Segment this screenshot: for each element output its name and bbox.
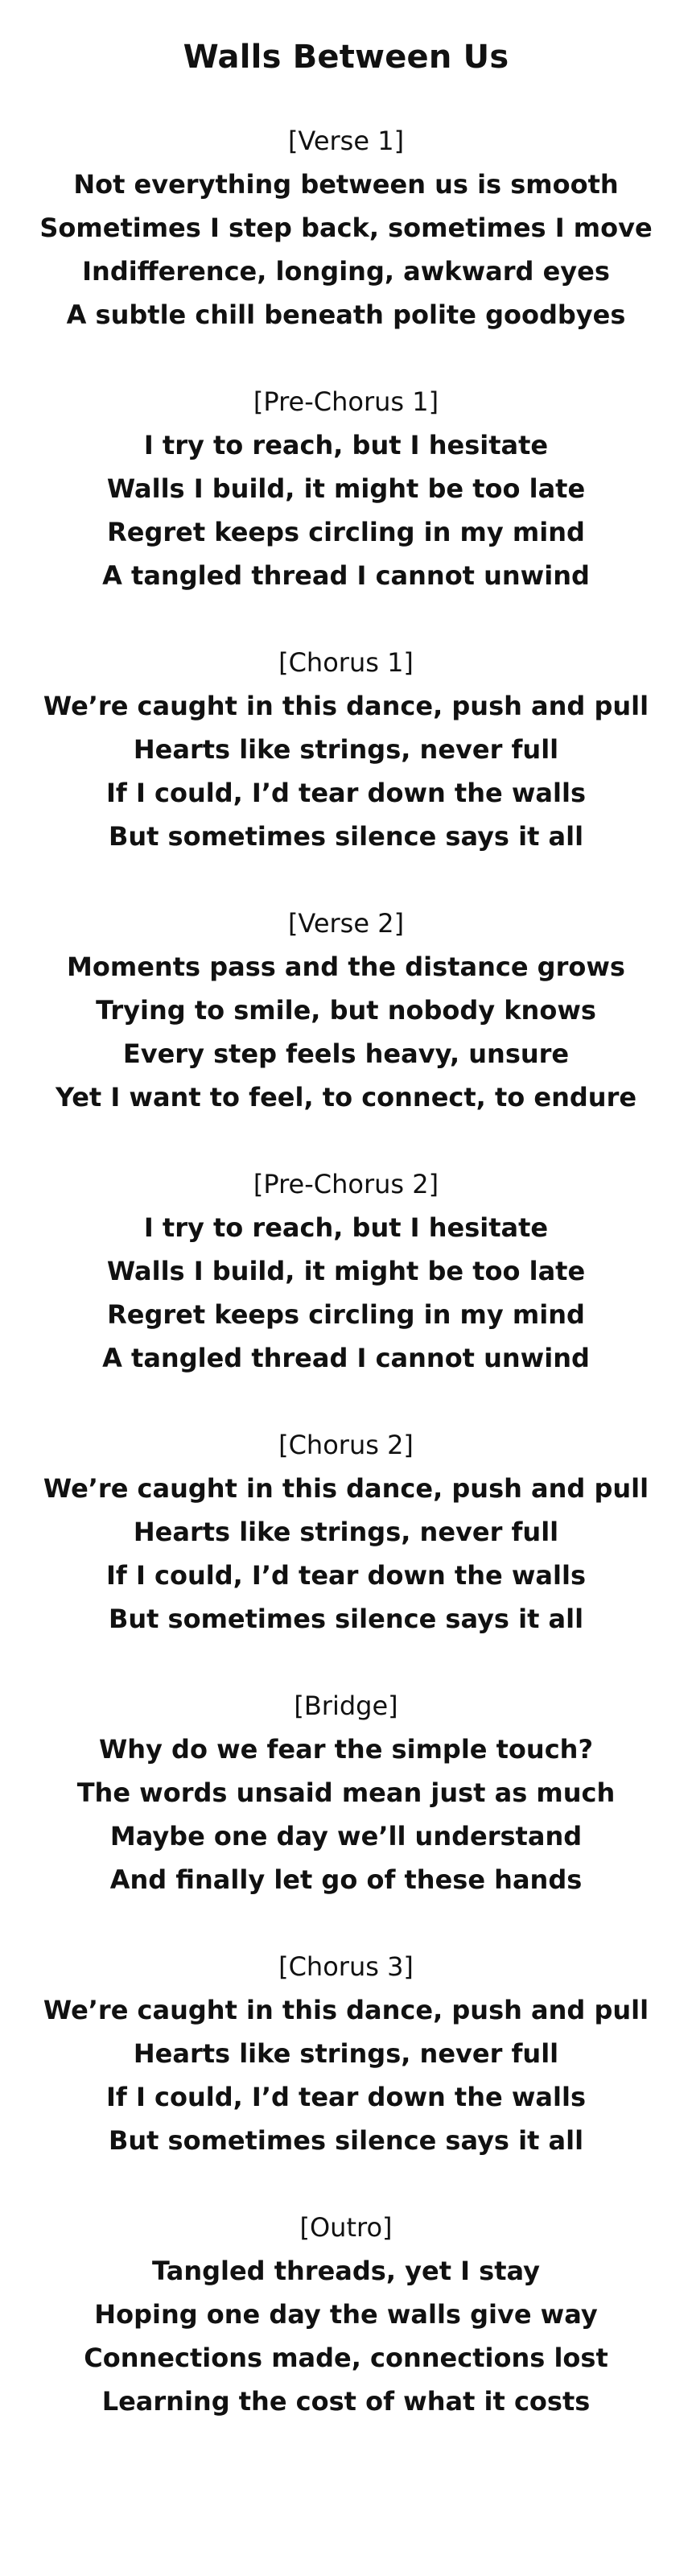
lyric-line: I try to reach, but I hesitate (143, 1212, 549, 1243)
lyric-line: Walls I build, it might be too late (106, 1256, 586, 1286)
lyric-line: Indifference, longing, awkward eyes (82, 256, 610, 287)
lyric-line: Not everything between us is smooth (73, 169, 619, 200)
song-title: Walls Between Us (183, 39, 509, 76)
lyric-line: A tangled thread I cannot unwind (102, 560, 590, 591)
lyric-line: But sometimes silence says it all (108, 821, 584, 852)
lyric-line: Why do we fear the simple touch? (98, 1734, 593, 1765)
lyrics-section (77, 1684, 616, 1901)
lyric-line: Connections made, connections lost (84, 2343, 608, 2373)
lyrics-section (43, 641, 649, 858)
lyric-line: We’re caught in this dance, push and pull (43, 1473, 649, 1504)
lyric-line: We’re caught in this dance, push and pull (43, 1995, 649, 2025)
section-label: [Chorus 1] (278, 647, 414, 678)
lyric-line: Yet I want to feel, to connect, to endure (55, 1082, 637, 1113)
lyric-line: Regret keeps circling in my mind (107, 517, 585, 547)
lyric-line: Regret keeps circling in my mind (107, 1299, 585, 1330)
lyric-line: We’re caught in this dance, push and pull (43, 691, 649, 721)
lyrics-section (84, 2206, 608, 2423)
lyric-line: But sometimes silence says it all (108, 2125, 584, 2156)
lyric-line: Every step feels heavy, unsure (122, 1038, 570, 1069)
section-label: [Verse 1] (287, 126, 405, 156)
section-label: [Verse 2] (287, 908, 405, 939)
lyric-line: The words unsaid mean just as much (76, 1777, 616, 1808)
section-label: [Chorus 2] (278, 1430, 414, 1460)
lyrics-sections (0, 119, 692, 2467)
section-label: [Bridge] (294, 1690, 398, 1721)
lyric-line: A tangled thread I cannot unwind (102, 1343, 590, 1373)
lyric-line: If I could, I’d tear down the walls (106, 2082, 586, 2112)
lyric-line: Moments pass and the distance grows (67, 952, 625, 982)
lyric-line: Hearts like strings, never full (133, 734, 559, 765)
lyric-line: Learning the cost of what it costs (101, 2386, 591, 2417)
section-label: [Outro] (299, 2212, 393, 2243)
lyric-line: Hoping one day the walls give way (94, 2299, 598, 2330)
lyric-line: If I could, I’d tear down the walls (106, 1560, 586, 1591)
lyric-line: If I could, I’d tear down the walls (106, 778, 586, 808)
lyric-line: Hearts like strings, never full (133, 1517, 559, 1547)
lyric-line: And finally let go of these hands (109, 1864, 583, 1895)
lyric-line: Tangled threads, yet I stay (152, 2256, 540, 2286)
section-label: [Pre-Chorus 2] (253, 1169, 439, 1199)
lyric-line: Trying to smile, but nobody knows (96, 995, 596, 1026)
lyrics-section (102, 380, 590, 597)
section-label: [Chorus 3] (278, 1951, 414, 1982)
lyric-line: But sometimes silence says it all (108, 1604, 584, 1634)
lyric-line: Maybe one day we’ll understand (109, 1821, 583, 1852)
lyric-line: Hearts like strings, never full (133, 2038, 559, 2069)
lyrics-section (43, 1423, 649, 1641)
section-label: [Pre-Chorus 1] (253, 386, 439, 417)
lyrics-section (102, 1162, 590, 1380)
lyric-line: Sometimes I step back, sometimes I move (39, 213, 653, 243)
lyric-line: Walls I build, it might be too late (106, 473, 586, 504)
lyrics-section (56, 902, 636, 1119)
lyric-line: A subtle chill beneath polite goodbyes (66, 299, 626, 330)
lyrics-section (39, 119, 652, 336)
lyrics-section (43, 1945, 649, 2162)
lyric-line: I try to reach, but I hesitate (143, 430, 549, 460)
